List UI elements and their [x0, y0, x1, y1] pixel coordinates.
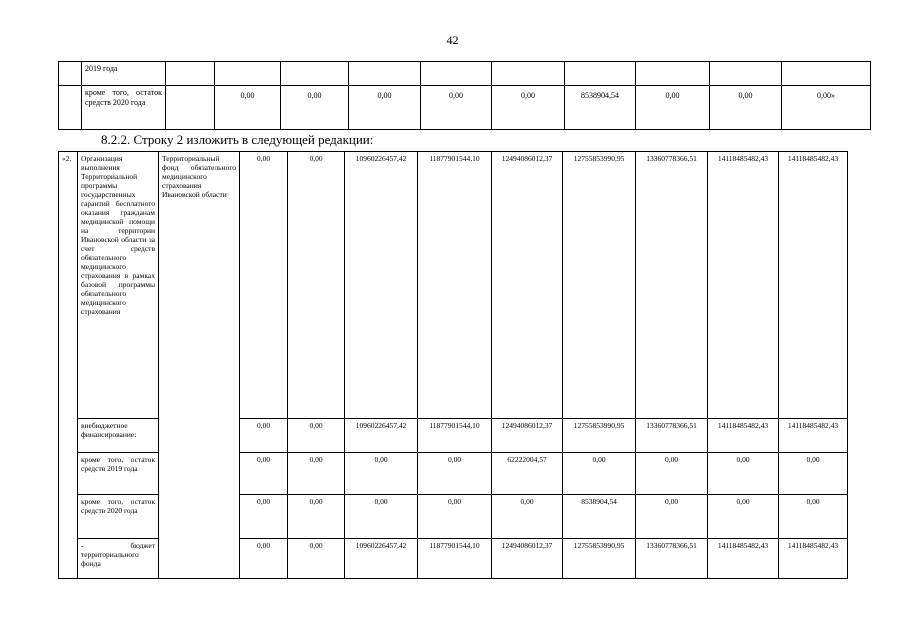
value-cell: 0,00 — [349, 86, 421, 130]
row-label-cell: внебюджетное финансирование: — [78, 419, 159, 453]
value-cell: 0,00 — [421, 86, 492, 130]
value-cell: 0,00 — [418, 453, 492, 495]
value-cell: 0,00 — [240, 419, 288, 453]
value-cell: 13360778366,51 — [636, 539, 708, 579]
value-cell: 10960226457,42 — [345, 152, 418, 419]
value-cell: 13360778366,51 — [636, 419, 708, 453]
value-cell: 8538904,54 — [565, 86, 636, 130]
value-cell: 0,00 — [636, 453, 708, 495]
value-cell: 12755853990,95 — [563, 419, 636, 453]
activity-name-cell: Организация выполнения Территориальной программы государственных гарантий бесплатного оказания гражданам медицинской помощи на территории Ивановской области за счет средств обязательного медицинского страхования в рамках базовой программы обязательного медицинского страхования — [78, 152, 159, 419]
value-cell: 0,00 — [288, 419, 345, 453]
value-cell: 0,00 — [708, 495, 779, 539]
value-cell: 14118485482,43 — [779, 539, 848, 579]
value-cell: 0,00 — [710, 86, 782, 130]
executor-cell: Территориальный фонд обязательного медицинского страхования Ивановской области — [159, 152, 240, 579]
value-cell: 12755853990,95 — [563, 152, 636, 419]
value-cell — [565, 62, 636, 86]
previous-page-table — [58, 61, 871, 130]
value-cell: 8538904,54 — [563, 495, 636, 539]
value-cell — [636, 62, 710, 86]
value-cell: 0,00 — [240, 152, 288, 419]
value-cell: 0,00 — [492, 495, 563, 539]
value-cell — [281, 62, 349, 86]
value-cell: 10960226457,42 — [345, 419, 418, 453]
value-cell: 0,00 — [636, 86, 710, 130]
row-number-cell — [59, 86, 82, 130]
value-cell: 14118485482,43 — [708, 539, 779, 579]
table-row — [59, 62, 871, 86]
value-cell: 0,00 — [215, 86, 281, 130]
value-cell: 11877901544,10 — [418, 419, 492, 453]
value-cell — [166, 86, 215, 130]
value-cell: 14118485482,43 — [779, 419, 848, 453]
value-cell: 11877901544,10 — [418, 539, 492, 579]
value-cell: 12494086012,37 — [492, 419, 563, 453]
row-label-cell: - бюджет территориального фонда — [78, 539, 159, 579]
value-cell — [492, 62, 565, 86]
replacement-row-table — [58, 151, 848, 579]
value-cell: 0,00 — [418, 495, 492, 539]
row-number-cell — [59, 62, 82, 86]
value-cell: 0,00 — [563, 453, 636, 495]
page-number: 42 — [446, 33, 459, 47]
value-cell — [421, 62, 492, 86]
value-cell: 13360778366,51 — [636, 152, 708, 419]
value-cell: 0,00 — [492, 86, 565, 130]
value-cell — [710, 62, 782, 86]
value-cell: 0,00 — [240, 539, 288, 579]
value-cell — [166, 62, 215, 86]
value-cell: 0,00 — [288, 495, 345, 539]
value-cell — [782, 62, 871, 86]
table-row — [59, 152, 848, 419]
value-cell: 0,00 — [281, 86, 349, 130]
value-cell — [349, 62, 421, 86]
value-cell: 14118485482,43 — [708, 152, 779, 419]
value-cell: 0,00 — [288, 152, 345, 419]
value-cell: 62222004,57 — [492, 453, 563, 495]
row-label-cell: кроме того, остаток средств 2020 года — [82, 86, 166, 130]
value-cell: 0,00 — [345, 453, 418, 495]
row-label-cell: кроме того, остаток средств 2020 года — [78, 495, 159, 539]
value-cell: 0,00 — [240, 453, 288, 495]
value-cell: 0,00 — [636, 495, 708, 539]
value-cell: 11877901544,10 — [418, 152, 492, 419]
value-cell: 0,00 — [708, 453, 779, 495]
row-label-cell: 2019 года — [82, 62, 166, 86]
value-cell: 0,00 — [779, 453, 848, 495]
section-heading: 8.2.2. Строку 2 изложить в следующей редакции: — [101, 132, 374, 147]
value-cell: 10960226457,42 — [345, 539, 418, 579]
value-cell: 14118485482,43 — [779, 152, 848, 419]
value-cell: 12494086012,37 — [492, 152, 563, 419]
value-cell: 0,00 — [779, 495, 848, 539]
value-cell: 14118485482,43 — [708, 419, 779, 453]
value-cell: 0,00 — [288, 453, 345, 495]
value-cell: 0,00» — [782, 86, 871, 130]
value-cell — [215, 62, 281, 86]
value-cell: 12755853990,95 — [563, 539, 636, 579]
row-label-cell: кроме того, остаток средств 2019 года — [78, 453, 159, 495]
value-cell: 0,00 — [345, 495, 418, 539]
row-number-cell: «2. — [59, 152, 78, 579]
value-cell: 0,00 — [288, 539, 345, 579]
value-cell: 0,00 — [240, 495, 288, 539]
value-cell: 12494086012,37 — [492, 539, 563, 579]
table-row — [59, 86, 871, 130]
